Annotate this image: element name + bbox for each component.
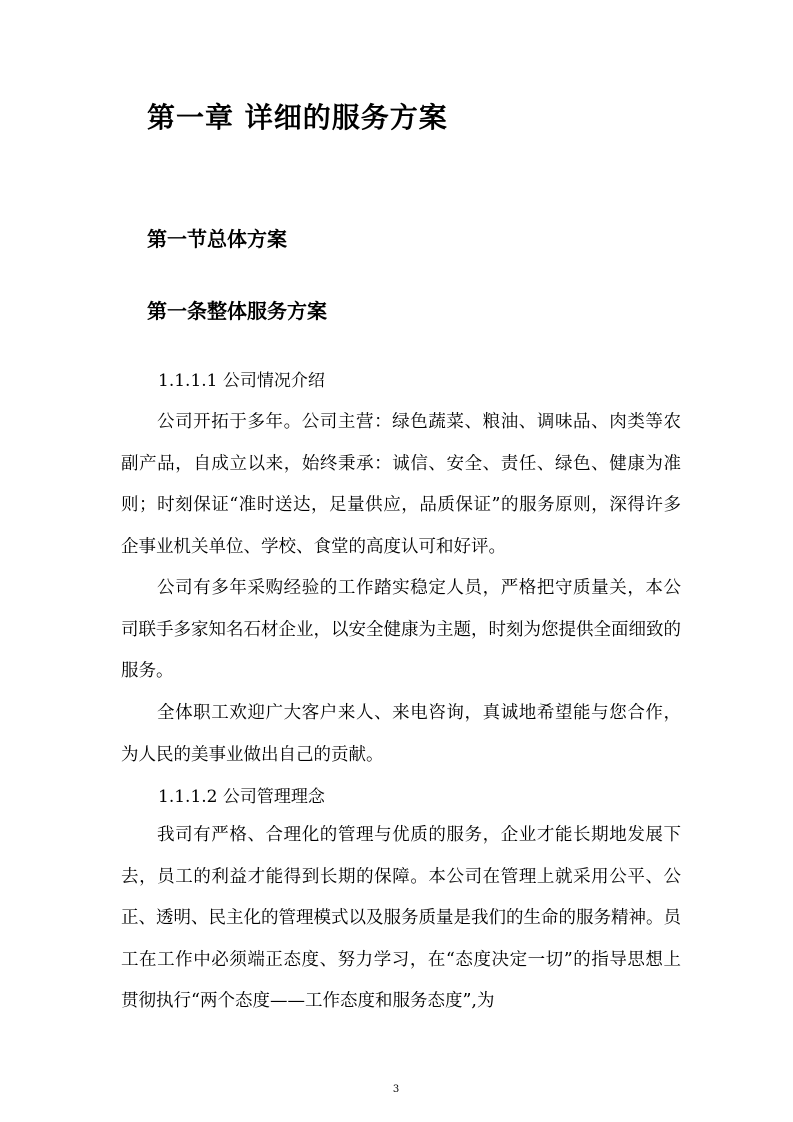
paragraph-company-intro: 公司开拓于多年。公司主营：绿色蔬菜、粮油、调味品、肉类等农副产品，自成立以来，始终秉承：诚信、安全、责任、绿色、健康为准则；时刻保证“准时送达，足量供应，品质保证”的服务原则，深得许多企事业机关单位、学校、食堂的高度认可和好评。	[121, 412, 681, 557]
paragraph-management: 我司有严格、合理化的管理与优质的服务，企业才能长期地发展下去，员工的利益才能得到长期的保障。本公司在管理上就采用公平、公正、透明、民主化的管理模式以及服务质量是我们的生命的服务精神。员工在工作中必须端正态度、努力学习，在“态度决定一切”的指导思想上贯彻执行“两个态度——工作态度和服务态度”,为	[121, 825, 681, 1011]
article-title: 第一条整体服务方案	[147, 299, 327, 323]
paragraph-welcome: 全体职工欢迎广大客户来人、来电咨询，真诚地希望能与您合作，为人民的美事业做出自己的贡献。	[121, 703, 681, 765]
subheading-management-philosophy: 1.1.1.2 公司管理理念	[158, 787, 325, 807]
paragraph-staff-quality: 公司有多年采购经验的工作踏实稳定人员，严格把守质量关，本公司联手多家知名石材企业，以安全健康为主题，时刻为您提供全面细致的服务。	[121, 578, 681, 681]
section-title: 第一节总体方案	[147, 227, 287, 251]
chapter-title: 第一章 详细的服务方案	[147, 101, 448, 134]
page-number: 3	[392, 1084, 400, 1095]
subheading-company-intro: 1.1.1.1 公司情况介绍	[158, 371, 325, 391]
